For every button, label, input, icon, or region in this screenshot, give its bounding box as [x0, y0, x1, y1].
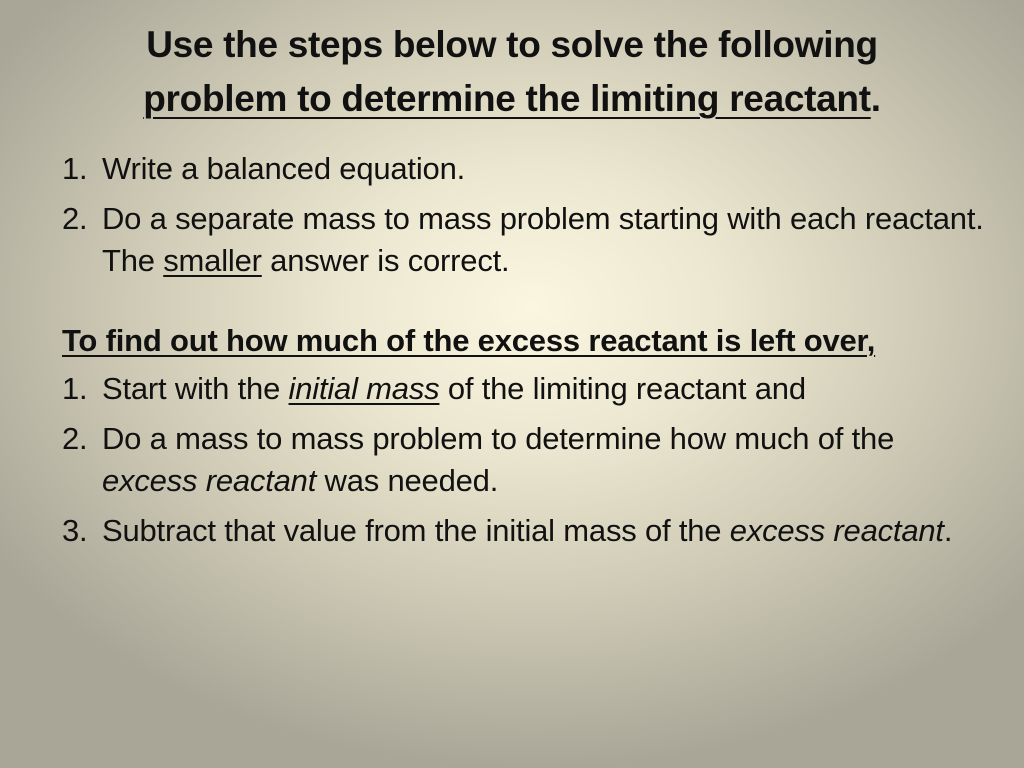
initial-mass-emphasis: initial mass — [288, 371, 440, 406]
step-text — [102, 371, 806, 406]
step-text — [102, 513, 952, 548]
excess-reactant-emphasis: excess reactant — [729, 513, 944, 548]
step-number: 2. — [62, 421, 88, 456]
step-text — [102, 421, 894, 498]
list-item — [62, 510, 992, 552]
step-number: 1. — [62, 151, 88, 186]
list-item — [62, 368, 992, 410]
step-text-post: answer is correct. — [261, 243, 510, 278]
step-text-pre: Start with the — [102, 371, 289, 406]
step-text-post: was needed. — [316, 463, 499, 498]
step-number: 2. — [62, 201, 88, 236]
step-text-post: of the limiting reactant and — [439, 371, 806, 406]
title-underlined-text: problem to determine the limiting reactant — [143, 78, 871, 119]
step-text: Write a balanced equation. — [102, 151, 466, 186]
step-number: 3. — [62, 513, 88, 548]
smaller-underlined: smaller — [163, 243, 262, 278]
excess-reactant-emphasis: excess reactant — [102, 463, 317, 498]
step-number: 1. — [62, 371, 88, 406]
title-period: . — [870, 78, 881, 119]
excess-heading-text: To find out how much of the excess reactant is left over, — [62, 323, 876, 358]
step-text-pre: Do a mass to mass problem to determine how much of the — [102, 421, 895, 456]
excess-heading — [62, 320, 992, 362]
title-line-2 — [0, 72, 1024, 126]
slide-body — [62, 148, 992, 560]
step-text-pre: Do a separate mass to mass problem starting with each reactant. The — [102, 201, 984, 278]
step-text-pre: Subtract that value from the initial mass of the — [102, 513, 730, 548]
title-line-1: Use the steps below to solve the following — [146, 24, 878, 65]
list-item — [62, 198, 992, 282]
slide-title — [0, 18, 1024, 126]
step-text-post: . — [943, 513, 953, 548]
step-text — [102, 201, 984, 278]
list-item — [62, 418, 992, 502]
list-item — [62, 148, 992, 190]
